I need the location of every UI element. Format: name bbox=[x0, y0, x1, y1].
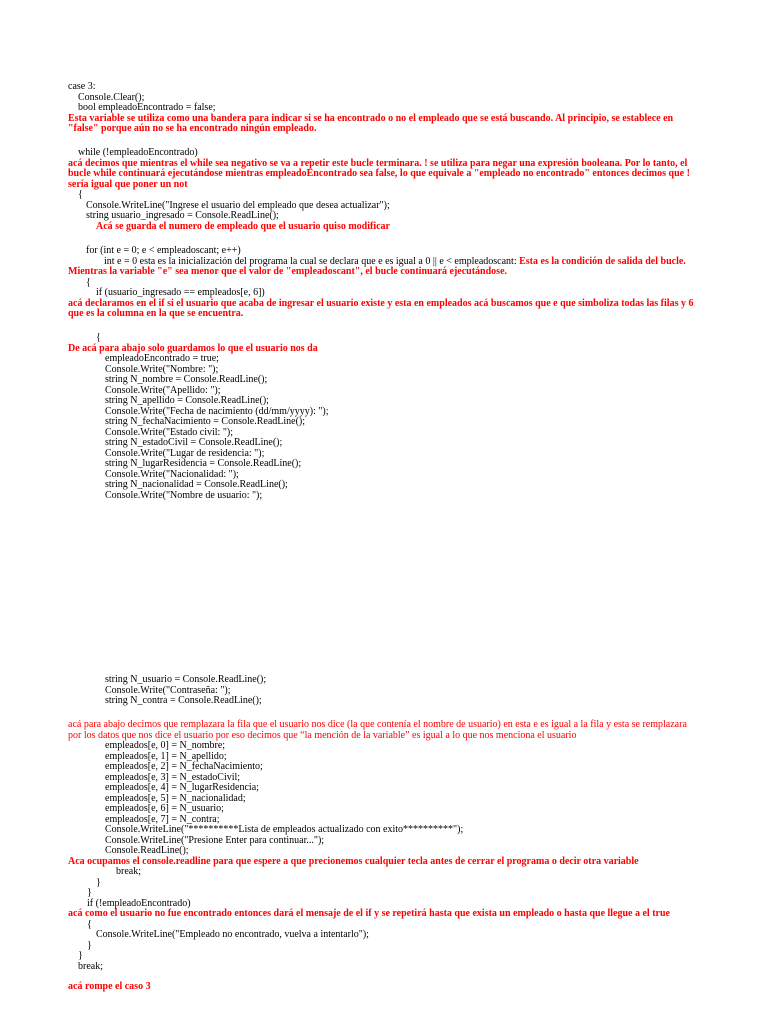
code-line: Console.WriteLine("Empleado no encontrado, vuelva a intentarlo"); bbox=[96, 929, 369, 940]
annotation-note: acá para abajo decimos que remplazara la fila que el usuario nos dice (la que contenía el nombre de usuario) en esta e es igual a la fila y esta se remplazara por los datos que nos dice el usuario por eso decimos que “la mención de la variable” es igual a lo que nos menciona el usuario bbox=[68, 719, 687, 741]
code-line: if (usuario_ingresado == empleados[e, 6]) bbox=[96, 287, 265, 298]
code-line: empleados[e, 1] = N_apellido; bbox=[105, 750, 227, 762]
code-block-while bbox=[68, 148, 700, 232]
code-line: empleadoEncontrado = true; bbox=[105, 353, 219, 364]
code-line: empleados[e, 5] = N_nacionalidad; bbox=[105, 792, 246, 804]
code-line: for (int e = 0; e < empleadoscant; e++) bbox=[86, 245, 241, 256]
code-line: string N_nacionalidad = Console.ReadLine(); bbox=[105, 479, 288, 490]
code-block-for bbox=[68, 246, 700, 320]
annotation-note: acá declaramos en el if si el usuario que acaba de ingresar el usuario existe y esta en empleados acá buscamos que e que simboliza todas las filas y 6 que es la columna en la que se encuentra. bbox=[68, 297, 694, 319]
code-line: { bbox=[87, 918, 92, 930]
code-line: { bbox=[78, 189, 83, 200]
code-line: Console.WriteLine("Ingrese el usuario del empleado que desea actualizar"); bbox=[86, 199, 390, 211]
code-line: string N_nombre = Console.ReadLine(); bbox=[105, 374, 268, 385]
code-line: empleados[e, 0] = N_nombre; bbox=[105, 740, 226, 751]
code-line: string N_estadoCivil = Console.ReadLine(); bbox=[105, 437, 283, 448]
annotation-inline: Esta es la condición de salida del bucle. Mientras la variable "e" sea menor que el valor de "empleadoscant", el bucle continuará ejecutándose. bbox=[68, 255, 686, 277]
annotation-note: Aca ocupamos el console.readline para que espere a que precionemos cualquier tecla antes de cerrar el programa o decir otra variable bbox=[68, 855, 639, 867]
annotation-note: acá rompe el caso 3 bbox=[68, 981, 151, 992]
code-line: } bbox=[87, 939, 92, 951]
code-line: Console.WriteLine("Presione Enter para continuar..."); bbox=[105, 834, 325, 846]
annotation-note: acá como el usuario no fue encontrado entonces dará el mensaje de el if y se repetirá hasta que exista un empleado o hasta que llegue a el true bbox=[68, 908, 670, 919]
code-line: string N_fechaNacimiento = Console.ReadLine(); bbox=[105, 416, 306, 427]
code-block-if-body bbox=[68, 333, 700, 501]
code-line: string N_lugarResidencia = Console.ReadLine(); bbox=[105, 458, 302, 469]
code-line: while (!empleadoEncontrado) bbox=[78, 147, 198, 158]
code-line: Console.Write("Nombre de usuario: "); bbox=[105, 489, 263, 501]
code-inline: int e = 0 esta es la inicialización del programa la cual se declara que e es igual a 0 || e < empleadoscant: bbox=[104, 255, 520, 267]
code-line: Console.WriteLine("**********Lista de empleados actualizado con exito**********"); bbox=[105, 824, 464, 835]
code-line: bool empleadoEncontrado = false; bbox=[78, 102, 216, 113]
code-line: string usuario_ingresado = Console.ReadLine(); bbox=[86, 210, 279, 221]
code-line: string N_usuario = Console.ReadLine(); bbox=[105, 674, 267, 685]
code-line: empleados[e, 3] = N_estadoCivil; bbox=[105, 771, 241, 783]
code-line: Console.Clear(); bbox=[78, 91, 145, 103]
code-line: } bbox=[96, 876, 101, 888]
code-line: break; bbox=[116, 866, 141, 877]
code-line: case 3: bbox=[68, 81, 96, 92]
code-block-case3 bbox=[68, 82, 700, 135]
code-line: Console.ReadLine(); bbox=[105, 845, 189, 856]
code-line: empleados[e, 7] = N_contra; bbox=[105, 813, 220, 825]
code-line: empleados[e, 2] = N_fechaNacimiento; bbox=[105, 761, 263, 772]
code-line: string N_contra = Console.ReadLine(); bbox=[105, 695, 262, 706]
code-line: break; bbox=[78, 960, 103, 972]
code-line: Console.Write("Estado civil: "); bbox=[105, 426, 234, 438]
code-line: } bbox=[78, 950, 83, 961]
code-line: if (!empleadoEncontrado) bbox=[87, 897, 191, 909]
annotation-note: acá decimos que mientras el while sea negativo se va a repetir este bucle terminara. ! se utiliza para negar una expresión booleana. Por lo tanto, el bucle while continuará ejecutándose mientras empleadoEncontrado sea false, lo que equivale a "empleado no encontrado" entonces decimos que ! sería igual que poner un not bbox=[68, 157, 690, 190]
code-line: } bbox=[87, 887, 92, 898]
code-line: Console.Write("Nacionalidad: "); bbox=[105, 468, 239, 480]
annotation-note: Acá se guarda el numero de empleado que el usuario quiso modificar bbox=[96, 220, 390, 232]
code-line: Console.Write("Lugar de residencia: "); bbox=[105, 447, 265, 459]
code-line: { bbox=[86, 276, 91, 288]
code-line: empleados[e, 6] = N_usuario; bbox=[105, 803, 224, 814]
code-line-with-note bbox=[68, 257, 700, 278]
code-line: Console.Write("Fecha de nacimiento (dd/mm/yyyy): "); bbox=[105, 405, 329, 417]
code-block-usuario bbox=[68, 675, 700, 707]
code-line: { bbox=[96, 332, 101, 343]
code-line: Console.Write("Nombre: "); bbox=[105, 363, 219, 375]
code-line: Console.Write("Apellido: "); bbox=[105, 384, 221, 396]
annotation-note: Esta variable se utiliza como una bandera para indicar si se ha encontrado o no el empleado que se está buscando. Al principio, se establece en "false" porque aún no se ha encontrado ningún empleado. bbox=[68, 112, 674, 134]
code-block-replace bbox=[68, 720, 700, 993]
annotation-note: De acá para abajo solo guardamos lo que el usuario nos da bbox=[68, 342, 318, 354]
code-line: empleados[e, 4] = N_lugarResidencia; bbox=[105, 782, 259, 793]
code-line: string N_apellido = Console.ReadLine(); bbox=[105, 395, 269, 406]
code-line: Console.Write("Contraseña: "); bbox=[105, 684, 231, 696]
